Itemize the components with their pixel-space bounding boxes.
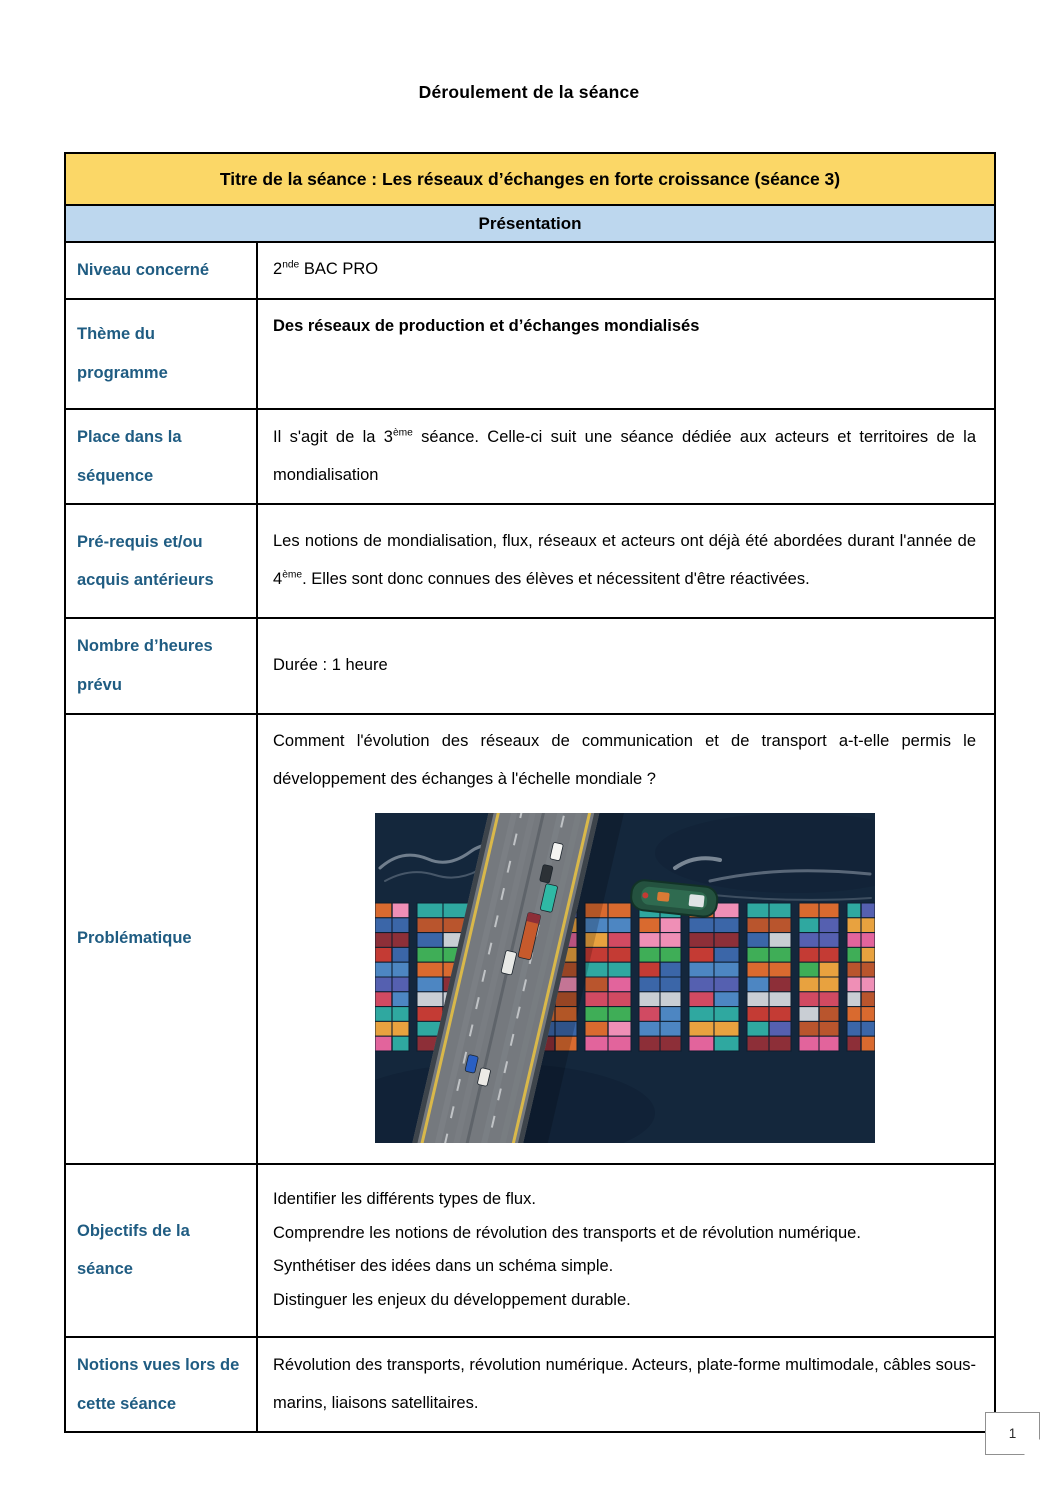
value-niveau-concerne: 2nde BAC PRO [258,241,994,298]
lesson-plan-table [64,152,996,1433]
value-problematique [258,713,994,1163]
objectif-line: Distinguer les enjeux du développement durable. [273,1291,631,1310]
value-theme-programme: Des réseaux de production et d’échanges mondialisés [258,298,994,408]
label-objectifs: Objectifs de la séance [66,1163,258,1336]
value-duree: Durée : 1 heure [258,617,994,713]
objectif-line: Comprendre les notions de révolution des transports et de révolution numérique. [273,1223,861,1242]
label-notions: Notions vues lors de cette séance [66,1336,258,1432]
label-theme-programme: Thème du programme [66,298,258,408]
seance-title-row [66,154,994,204]
container-ship-aerial-photo [375,813,875,1143]
superscript: ème [282,569,303,581]
label-problematique: Problématique [66,713,258,1163]
page-title: Déroulement de la séance [418,82,640,102]
presentation-header-row [66,204,994,241]
value-notions: Révolution des transports, révolution numérique. Acteurs, plate-forme multimodale, câbles sous-marins, liaisons satellitaires. [258,1336,994,1432]
objectif-line: Identifier les différents types de flux. [273,1189,536,1208]
value-place-sequence: Il s'agit de la 3ème séance. Celle-ci suit une séance dédiée aux acteurs et territoires de la mondialisation [258,408,994,504]
value-objectifs [258,1163,994,1336]
page-number-badge [985,1412,1040,1455]
page-number: 1 [1008,1426,1017,1441]
label-niveau-concerne: Niveau concerné [66,241,258,298]
problematique-question: Comment l'évolution des réseaux de communication et de transport a-t-elle permis le développement des échanges à l'échelle mondiale ? [273,731,976,788]
label-nombre-heures: Nombre d’heures prévu [66,617,258,713]
presentation-header-text: Présentation [478,213,582,233]
label-place-sequence: Place dans la séquence [66,408,258,504]
folded-corner-icon [1025,1440,1040,1455]
objectif-line: Synthétiser des idées dans un schéma simple. [273,1257,614,1276]
superscript: ème [392,427,413,439]
seance-title-text: Titre de la séance : Les réseaux d’échanges en forte croissance (séance 3) [219,168,841,189]
value-prerequis: Les notions de mondialisation, flux, réseaux et acteurs ont déjà été abordées durant l'année de 4ème. Elles sont donc connues des élèves et nécessitent d'être réactivées. [258,503,994,617]
superscript: nde [282,259,300,271]
label-prerequis: Pré-requis et/ou acquis antérieurs [66,503,258,617]
